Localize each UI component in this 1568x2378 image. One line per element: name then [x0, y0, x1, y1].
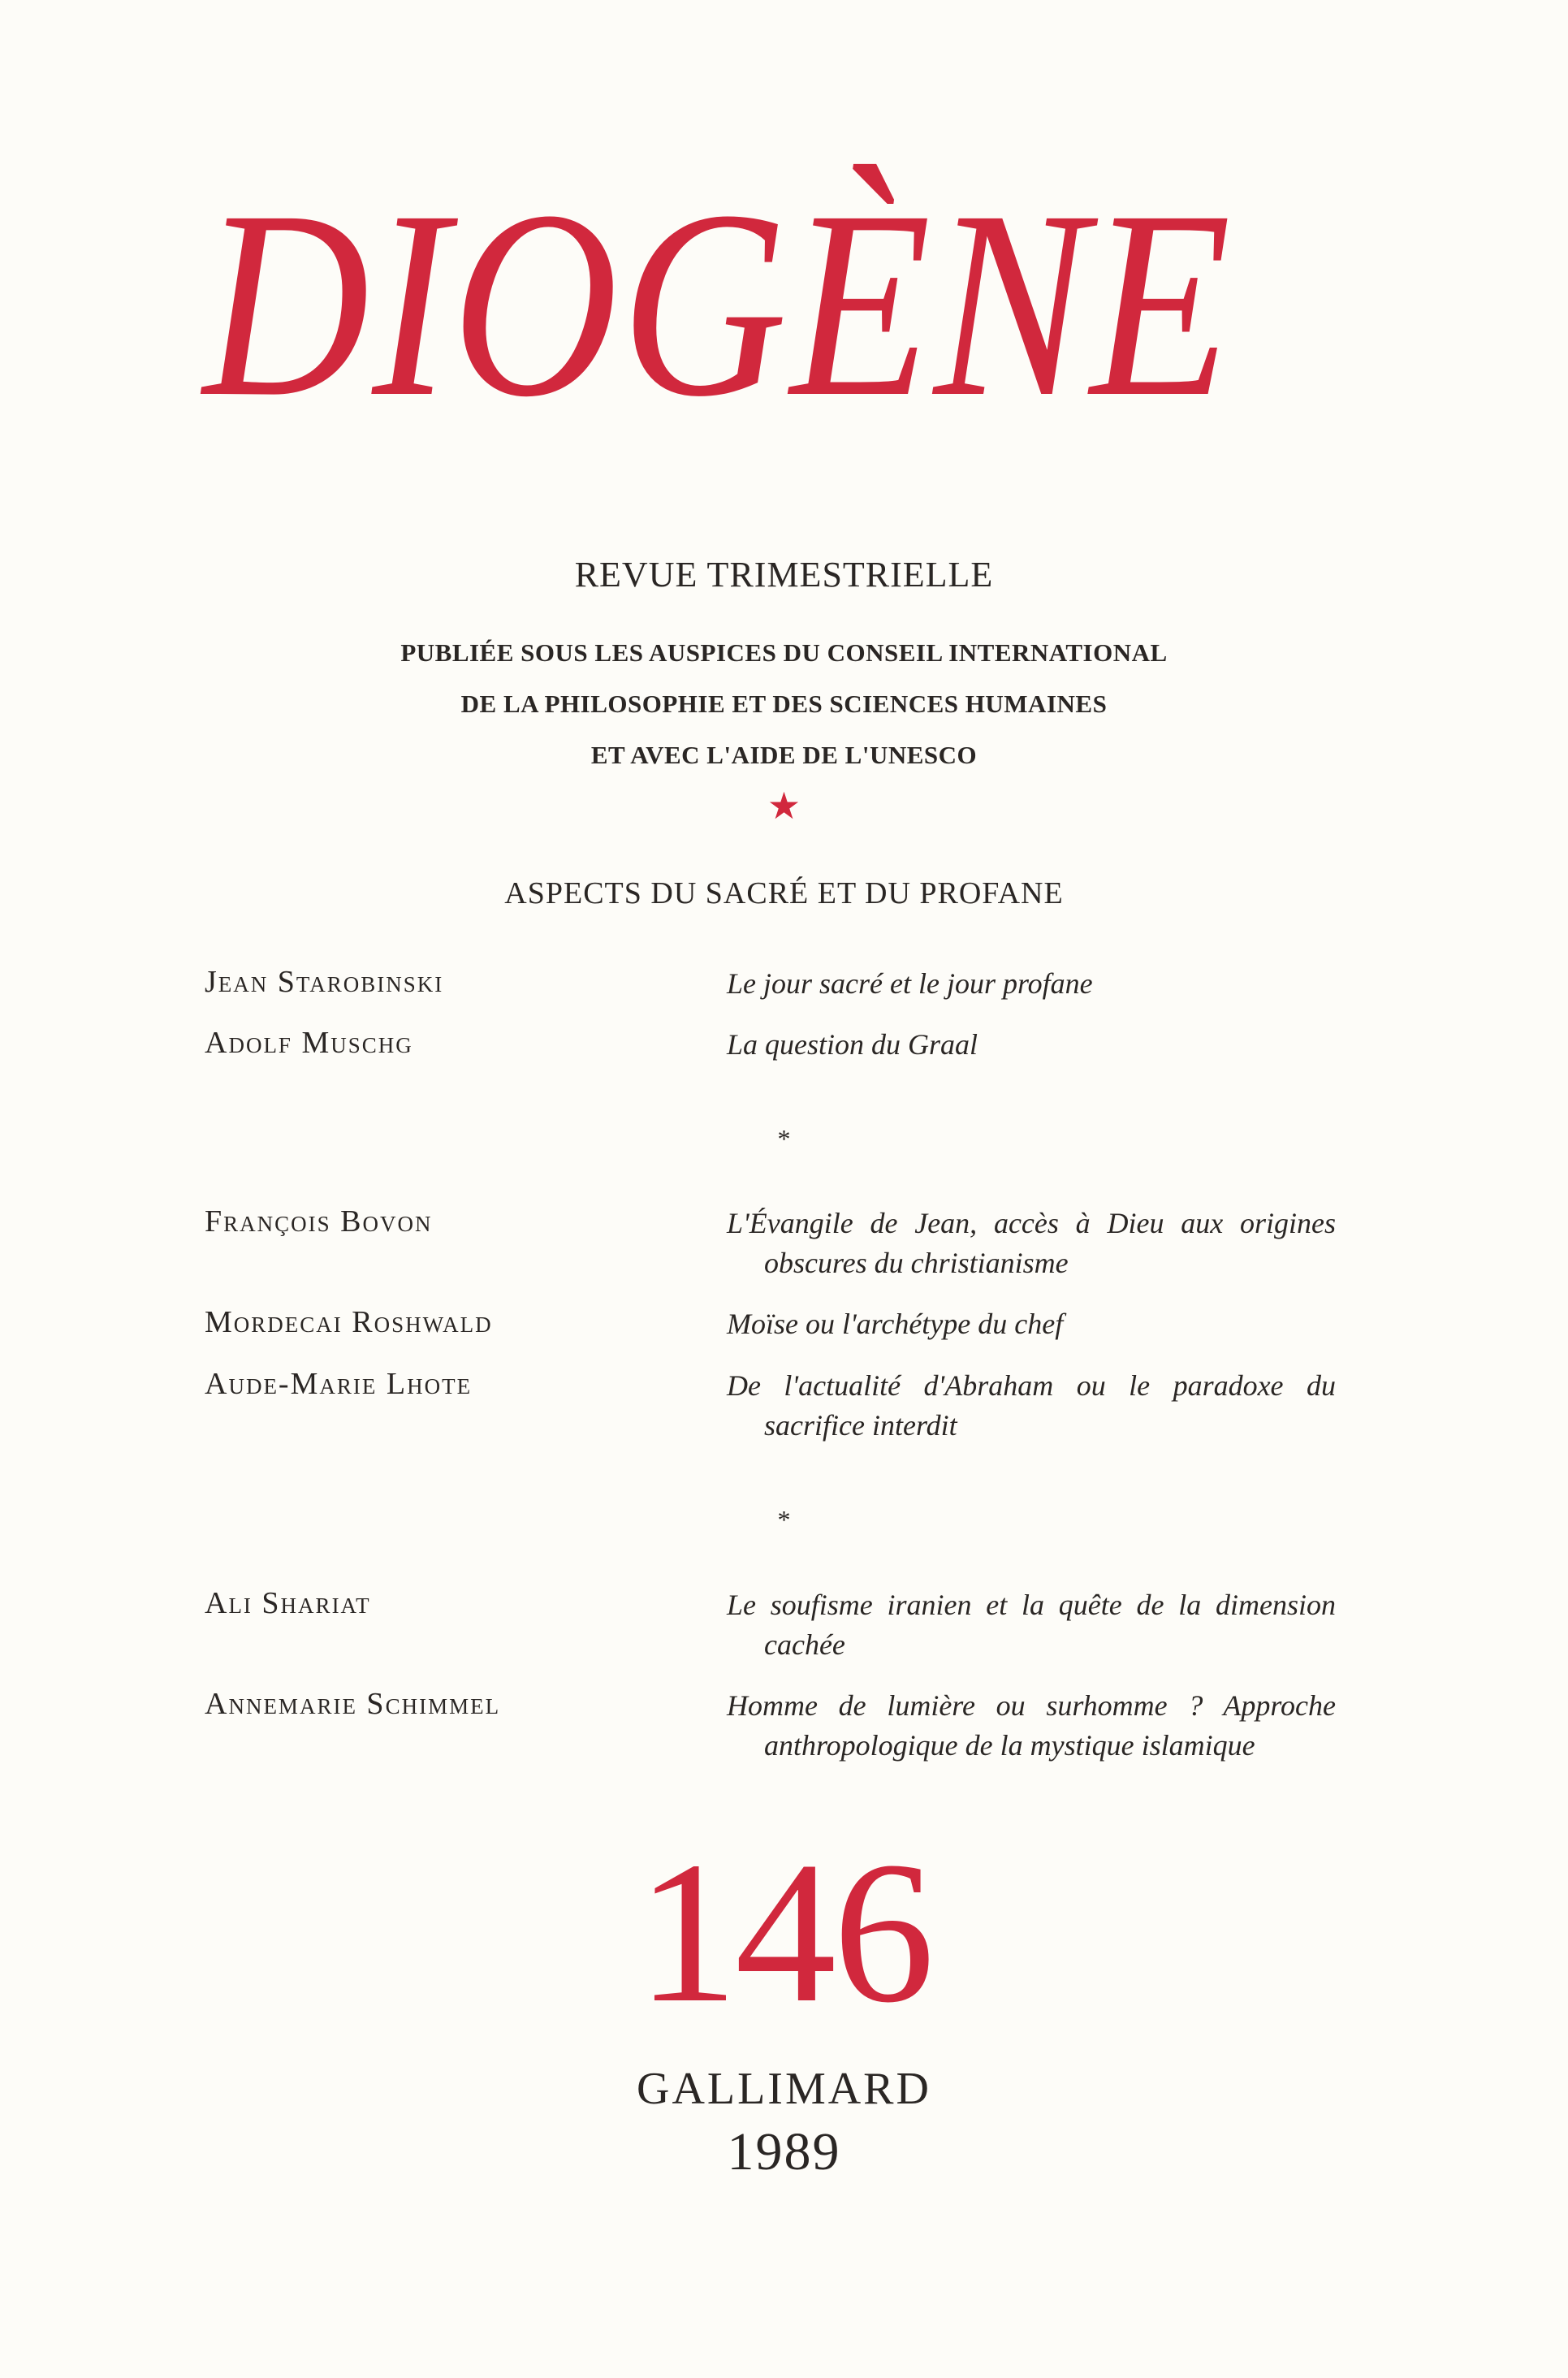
- publication-year: 1989: [727, 2122, 841, 2181]
- toc-article-title: Le soufisme iranien et la quête de la dimension cachée: [727, 1589, 1336, 1661]
- toc-author: Annemarie Schimmel: [205, 1687, 501, 1721]
- toc-author: Ali Shariat: [205, 1586, 371, 1620]
- publisher-name: GALLIMARD: [637, 2064, 931, 2114]
- toc-author: Jean Starobinski: [205, 965, 444, 999]
- issue-theme: ASPECTS DU SACRÉ ET DU PROFANE: [504, 876, 1064, 910]
- section-separator: *: [777, 1505, 791, 1534]
- toc-article-title: La question du Graal: [727, 1028, 978, 1061]
- star-ornament-icon: ★: [767, 785, 801, 827]
- toc-article-title: Le jour sacré et le jour profane: [727, 967, 1093, 1000]
- toc-article-title: De l'actualité d'Abraham ou le paradoxe du sacrifice interdit: [727, 1369, 1336, 1442]
- toc-author: Adolf Muschg: [205, 1026, 413, 1060]
- auspices-line: DE LA PHILOSOPHIE ET DES SCIENCES HUMAINES: [460, 690, 1108, 718]
- toc-author: Mordecai Roshwald: [205, 1305, 493, 1339]
- section-separator: *: [777, 1124, 791, 1153]
- journal-title: DIOGÈNE: [203, 156, 1234, 452]
- auspices-line: PUBLIÉE SOUS LES AUSPICES DU CONSEIL INTERNATIONAL: [400, 638, 1168, 667]
- auspices-line: ET AVEC L'AIDE DE L'UNESCO: [590, 741, 978, 769]
- issue-number: 146: [637, 1820, 931, 2045]
- toc-article-title: Homme de lumière ou surhomme ? Approche anthropologique de la mystique islamique: [727, 1689, 1336, 1762]
- toc-author: François Bovon: [205, 1204, 433, 1239]
- journal-subtitle: REVUE TRIMESTRIELLE: [574, 555, 994, 594]
- toc-author: Aude-Marie Lhote: [205, 1367, 473, 1401]
- toc-article-title: L'Évangile de Jean, accès à Dieu aux origines obscures du christianisme: [727, 1207, 1336, 1279]
- auspices-statement: [0, 627, 1568, 780]
- toc-article-title: Moïse ou l'archétype du chef: [727, 1308, 1064, 1340]
